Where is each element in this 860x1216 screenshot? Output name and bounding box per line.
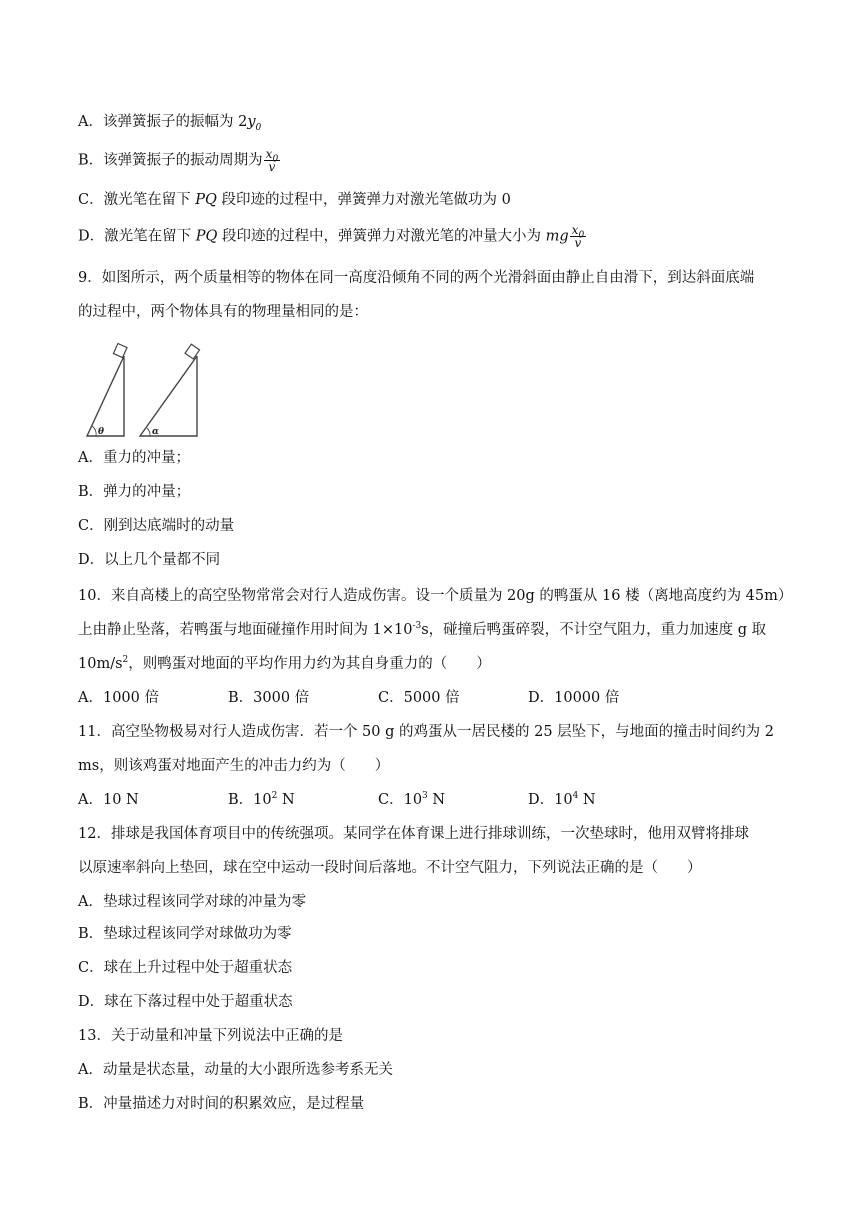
q12-stem-line2: 以原速率斜向上垫回，球在空中运动一段时间后落地。不计空气阻力，下列说法正确的是（ ） — [78, 860, 702, 876]
q10-stem-line3: $10m/s^2$，则鸭蛋对地面的平均作用力约为其自身重力的（ ） — [78, 655, 491, 672]
q11-stem-line1: 11．高空坠物极易对行人造成伤害．若一个 50 g 的鸡蛋从一居民楼的 25 层坠下，与地面的撞击时间约为 2 — [78, 724, 775, 740]
q13-stem: 13．关于动量和冲量下列说法中正确的是 — [78, 1028, 343, 1044]
q12-option-a: A．垫球过程该同学对球的冲量为零 — [78, 894, 306, 910]
q10-option-c: C．5000 倍 — [378, 690, 460, 706]
q9-option-d: D．以上几个量都不同 — [78, 552, 221, 568]
q11-option-d: D．$10^4$ N — [528, 791, 596, 808]
q13-option-a: A．动量是状态量，动量的大小跟所选参考系无关 — [78, 1062, 393, 1078]
q9-stem-line2: 的过程中，两个物体具有的物理量相同的是： — [78, 304, 368, 320]
q12-option-b: B．垫球过程该同学对球做功为零 — [78, 926, 292, 942]
q8-option-d: D．激光笔在留下 PQ 段印迹的过程中，弹簧弹力对激光笔的冲量大小为 mg $\frac{x_0}{v}$ — [78, 223, 585, 250]
q9-option-c: C．刚到达底端时的动量 — [78, 518, 235, 534]
q11-option-b: B．$10^2$ N — [228, 791, 295, 808]
incline-right — [140, 356, 197, 436]
q13-option-b: B．冲量描述力对时间的积累效应，是过程量 — [78, 1096, 365, 1112]
q12-stem-line1: 12．排球是我国体育项目中的传统强项。某同学在体育课上进行排球训练，一次垫球时，他用双臂将排球 — [78, 826, 749, 842]
q11-option-c: C．$10^3$ N — [378, 791, 446, 808]
angle-theta: θ — [98, 427, 105, 437]
q10-stem-line1: 10．来自高楼上的高空坠物常常会对行人造成伤害。设一个质量为 20g 的鸭蛋从 16 楼（离地高度约为 45m） — [78, 588, 793, 604]
q9-stem-line1: 9．如图所示，两个质量相等的物体在同一高度沿倾角不同的两个光滑斜面由静止自由滑下，到达斜面底端 — [78, 270, 755, 286]
q10-option-a: A．1000 倍 — [78, 690, 159, 706]
q12-option-d: D．球在下落过程中处于超重状态 — [78, 994, 293, 1010]
q10-stem-line2: 上由静止坠落，若鸭蛋与地面碰撞作用时间为 $1\times 10^{-3}s$，碰撞后鸭蛋碎裂，不计空气阻力，重力加速度 g 取 — [78, 621, 767, 638]
q12-option-c: C．球在上升过程中处于超重状态 — [78, 960, 293, 976]
q11-stem-line2: ms，则该鸡蛋对地面产生的冲击力约为（ ） — [78, 758, 390, 774]
q9-option-b: B．弹力的冲量； — [78, 484, 191, 500]
impulse-fraction: $\frac{x_0}{v}$ — [571, 223, 585, 250]
q11-option-a: A．10 N — [78, 792, 139, 808]
incline-left — [87, 356, 124, 436]
q10-option-b: B．3000 倍 — [228, 690, 310, 706]
block-left — [113, 343, 127, 357]
angle-alpha: α — [152, 427, 159, 437]
q8-option-b: B．该弹簧振子的振动周期为 $\frac{x_0}{v}$ — [78, 147, 279, 174]
q10-option-d: D．10000 倍 — [528, 690, 620, 706]
q9-option-a: A．重力的冲量； — [78, 450, 190, 466]
q8-option-a: A．该弹簧振子的振幅为 $2y_0$ — [78, 114, 262, 133]
inclines-figure — [82, 342, 202, 438]
q8-option-c: C．激光笔在留下 PQ 段印迹的过程中，弹簧弹力对激光笔做功为 0 — [78, 192, 511, 208]
period-fraction: $\frac{x_0}{v}$ — [265, 147, 279, 174]
